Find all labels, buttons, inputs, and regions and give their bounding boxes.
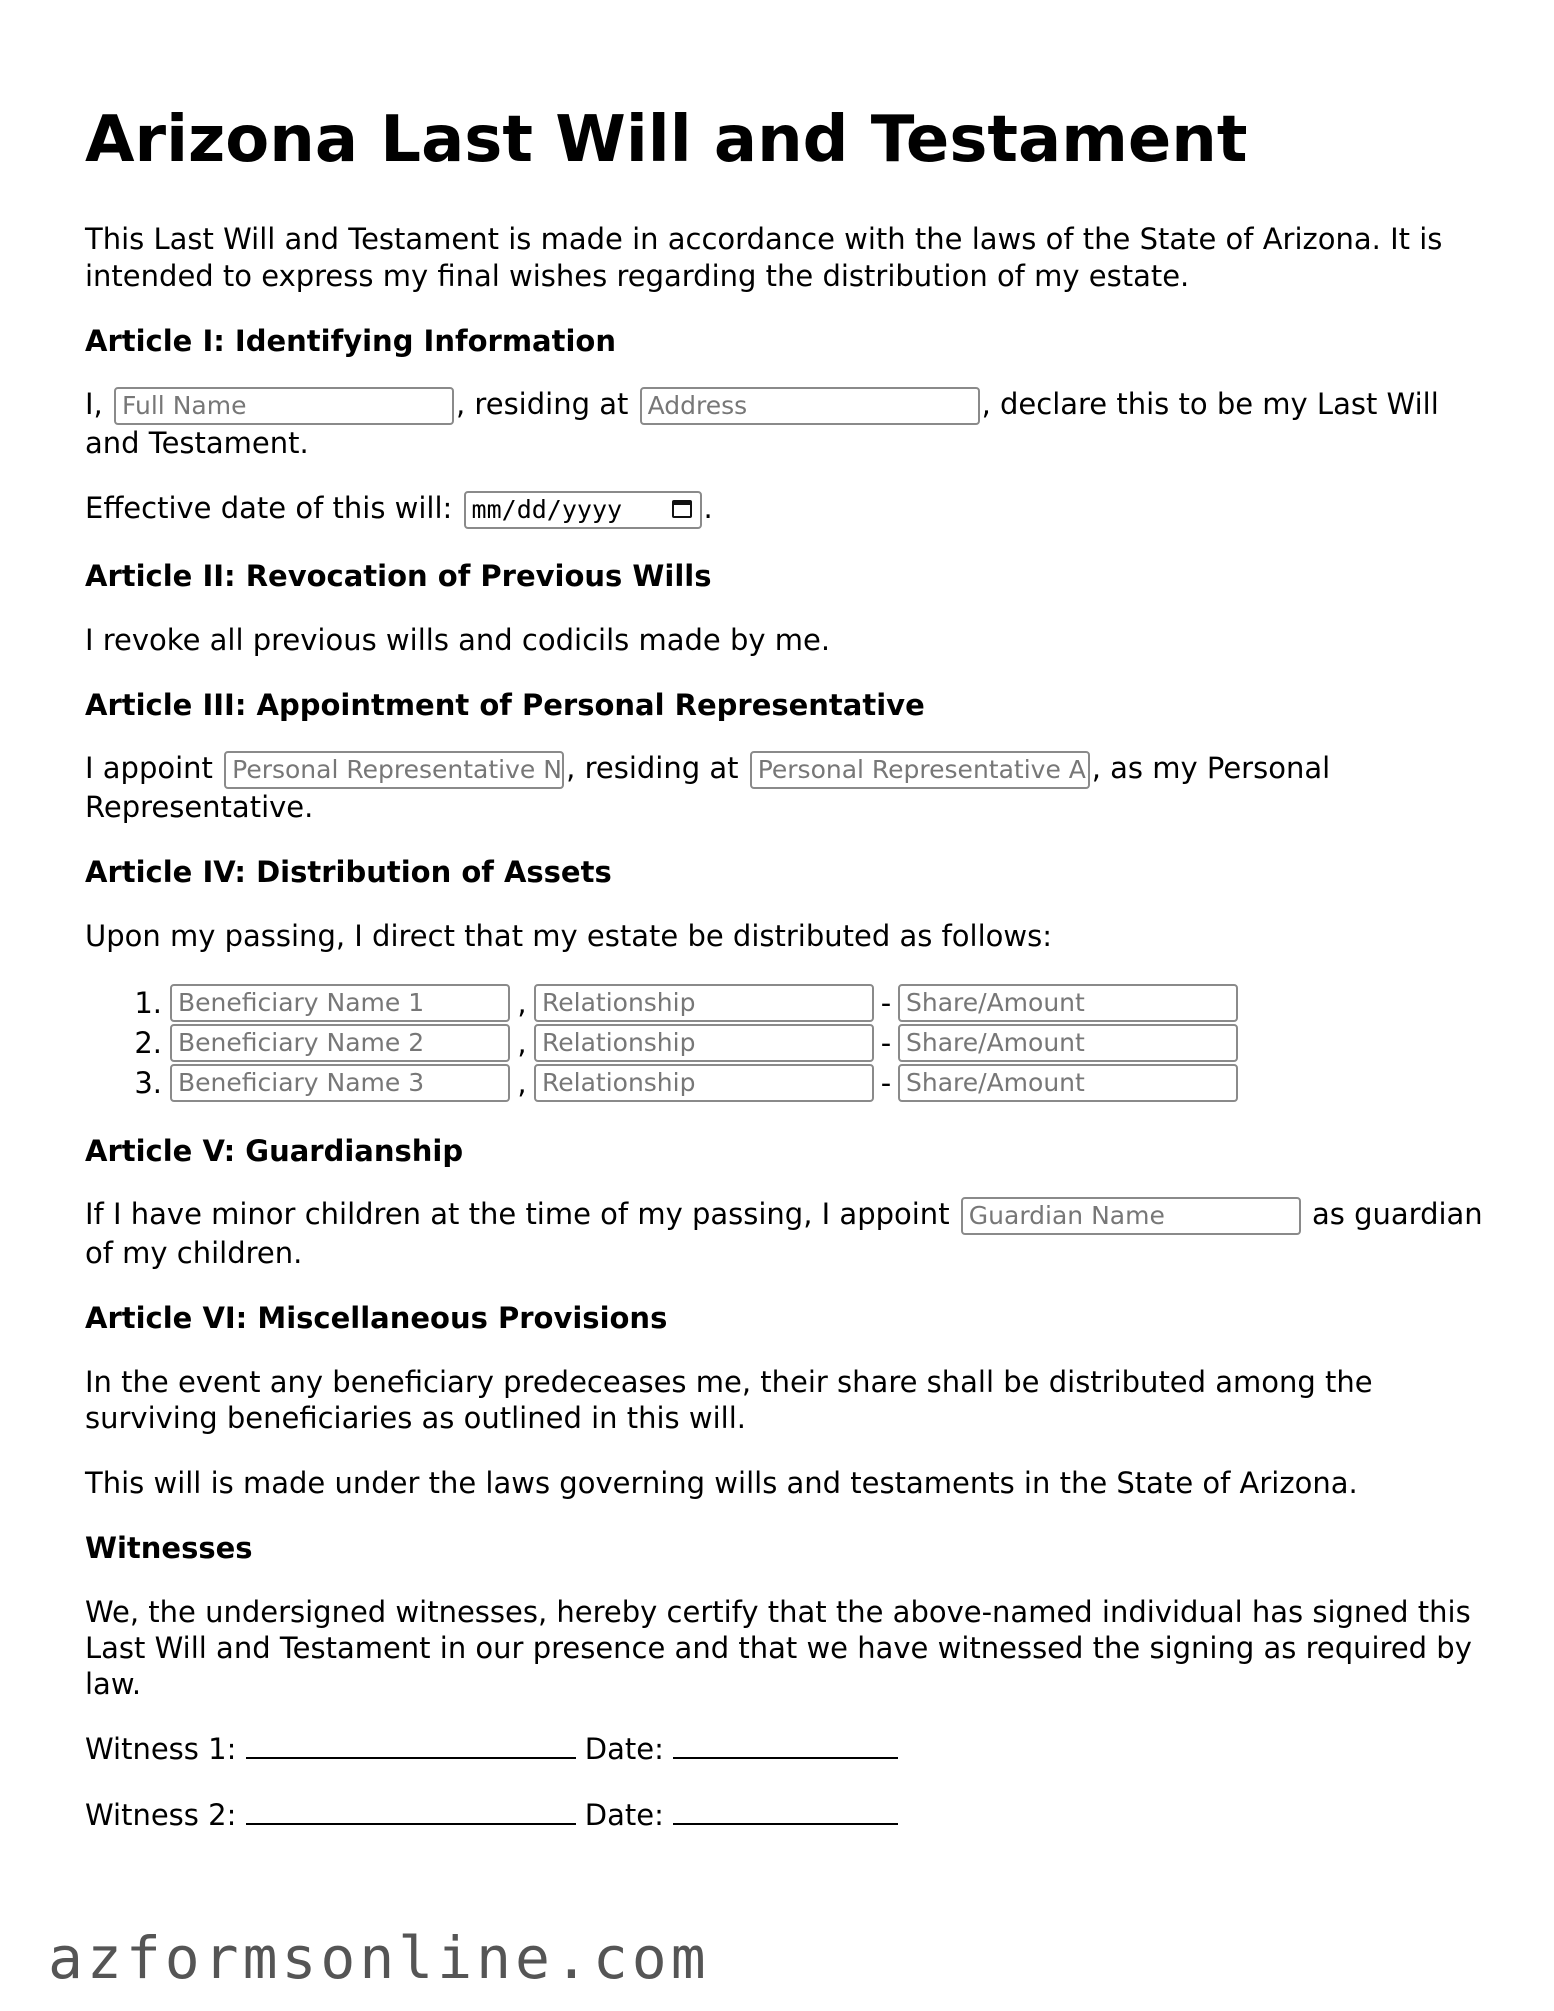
beneficiary-name-field[interactable]: Beneficiary Name 2 — [170, 1024, 510, 1062]
witness-1-row — [85, 1731, 1485, 1767]
article3-heading: Article III: Appointment of Personal Representative — [85, 687, 925, 722]
witness-2-row — [85, 1797, 1485, 1833]
witness-2-date-line — [673, 1799, 898, 1825]
predecease-text: In the event any beneficiary predeceases me, their share shall be distributed among the surviving beneficiaries as outlined in this will. — [85, 1364, 1373, 1435]
site-watermark: azformsonline.com — [48, 1924, 710, 1992]
relationship-field[interactable]: Relationship — [534, 984, 874, 1022]
list-item — [85, 983, 1485, 1023]
address-field[interactable]: Address — [640, 387, 980, 425]
representative-pre: I appoint — [85, 751, 213, 786]
representative-address-field[interactable]: Personal Representative A — [750, 751, 1090, 789]
beneficiary-list — [85, 983, 1485, 1103]
article2-heading: Article II: Revocation of Previous Wills — [85, 559, 712, 594]
governing-law-text: This will is made under the laws governing wills and testaments in the State of Arizona. — [85, 1466, 1358, 1501]
list-item — [85, 1023, 1485, 1063]
dash-separator: - — [880, 1065, 892, 1100]
representative-name-field[interactable]: Personal Representative N — [224, 751, 564, 789]
date-period: . — [703, 491, 713, 526]
item-number: 2. — [134, 1025, 162, 1060]
identity-post: , declare this to be my Last Will and Testament. — [85, 387, 1439, 461]
distribution-intro: Upon my passing, I direct that my estate be distributed as follows: — [85, 918, 1052, 953]
revocation-text: I revoke all previous wills and codicils made by me. — [85, 622, 831, 657]
effective-date-field[interactable] — [464, 491, 702, 529]
witness-1-label: Witness 1: — [85, 1732, 237, 1767]
witnesses-text: We, the undersigned witnesses, hereby certify that the above-named individual has signed this Last Will and Testament in our presence and that we have witnessed the signing as required by law. — [85, 1594, 1472, 1702]
guardian-name-field[interactable]: Guardian Name — [961, 1197, 1301, 1235]
beneficiary-name-field[interactable]: Beneficiary Name 3 — [170, 1064, 510, 1102]
effective-date-paragraph — [85, 490, 1485, 529]
calendar-icon[interactable] — [672, 500, 692, 518]
identity-mid: , residing at — [456, 387, 629, 422]
comma-separator: , — [517, 1025, 527, 1060]
guardianship-pre: If I have minor children at the time of my passing, I appoint — [85, 1197, 950, 1232]
witnesses-heading: Witnesses — [85, 1531, 253, 1566]
share-field[interactable]: Share/Amount — [898, 1064, 1238, 1102]
relationship-field[interactable]: Relationship — [534, 1024, 874, 1062]
witness-1-date-line — [673, 1733, 898, 1759]
identity-paragraph — [85, 386, 1485, 461]
share-field[interactable]: Share/Amount — [898, 1024, 1238, 1062]
identity-pre: I, — [85, 387, 103, 422]
representative-paragraph — [85, 750, 1485, 825]
beneficiary-name-field[interactable]: Beneficiary Name 1 — [170, 984, 510, 1022]
guardianship-post: as guardian of my children. — [85, 1197, 1483, 1271]
article6-heading: Article VI: Miscellaneous Provisions — [85, 1301, 668, 1336]
witness-2-signature-line — [246, 1799, 576, 1825]
comma-separator: , — [517, 985, 527, 1020]
relationship-field[interactable]: Relationship — [534, 1064, 874, 1102]
representative-mid: , residing at — [566, 751, 739, 786]
item-number: 3. — [134, 1065, 162, 1100]
guardianship-paragraph — [85, 1196, 1485, 1271]
will-document — [85, 105, 1485, 1862]
witness-1-signature-line — [246, 1733, 576, 1759]
comma-separator: , — [517, 1065, 527, 1100]
article5-heading: Article V: Guardianship — [85, 1133, 464, 1168]
effective-date-label: Effective date of this will: — [85, 491, 453, 526]
representative-post: , as my Personal Representative. — [85, 751, 1331, 825]
dash-separator: - — [880, 1025, 892, 1060]
share-field[interactable]: Share/Amount — [898, 984, 1238, 1022]
article1-heading: Article I: Identifying Information — [85, 323, 616, 358]
witness-2-date-label: Date: — [584, 1797, 664, 1832]
item-number: 1. — [134, 985, 162, 1020]
full-name-field[interactable]: Full Name — [114, 387, 454, 425]
witness-1-date-label: Date: — [584, 1732, 664, 1767]
page-title: Arizona Last Will and Testament — [85, 103, 1248, 177]
list-item — [85, 1063, 1485, 1103]
dash-separator: - — [880, 985, 892, 1020]
date-placeholder: mm/dd/yyyy — [471, 495, 623, 525]
intro-text: This Last Will and Testament is made in accordance with the laws of the State of Arizona. It is intended to express my final wishes regarding the distribution of my estate. — [85, 222, 1443, 293]
witness-2-label: Witness 2: — [85, 1797, 237, 1832]
article4-heading: Article IV: Distribution of Assets — [85, 855, 612, 890]
